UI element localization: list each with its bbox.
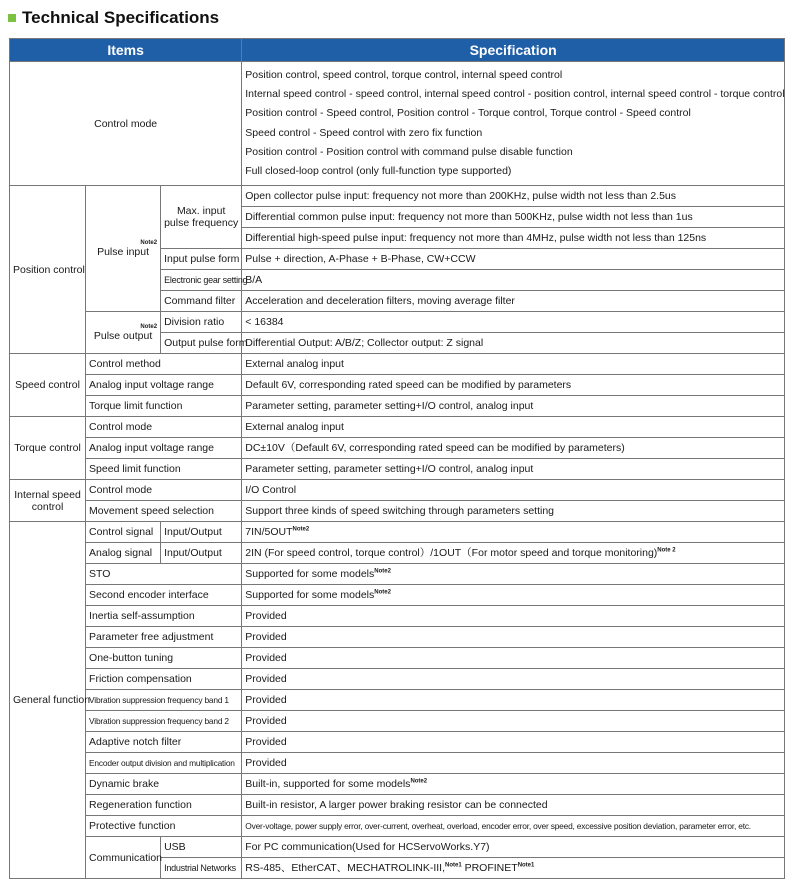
general-row-value: Built-in resistor, A larger power braking resistor can be connected: [242, 795, 785, 816]
control-mode-label: Control mode: [10, 62, 242, 186]
speed-row-value: External analog input: [242, 354, 785, 375]
torque-row-label: Speed limit function: [86, 459, 242, 480]
spec-table: [9, 38, 785, 879]
speed-control-label: Speed control: [10, 354, 86, 417]
general-row: [10, 816, 785, 837]
general-row: [10, 795, 785, 816]
industrial-networks-label: Industrial Networks: [161, 858, 242, 879]
speed-control-row: [10, 354, 785, 375]
input-pulse-form-label: Input pulse form: [161, 249, 242, 270]
control-signal-label: Control signal: [86, 522, 161, 543]
control-mode-line: Speed control - Speed control with zero fix function: [245, 126, 483, 139]
general-row: [10, 585, 785, 606]
control-mode-line: Full closed-loop control (only full-function type supported): [245, 165, 512, 178]
pulse-input-note: Note2: [140, 239, 158, 246]
torque-row-value: DC±10V（Default 6V, corresponding rated speed can be modified by parameters): [242, 438, 785, 459]
torque-control-label: Torque control: [10, 417, 86, 480]
general-row: [10, 627, 785, 648]
industrial-note-a: Note1: [445, 862, 462, 869]
division-ratio-value: < 16384: [242, 312, 785, 333]
torque-row-value: External analog input: [242, 417, 785, 438]
torque-control-row: [10, 459, 785, 480]
general-row-text: Supported for some models: [245, 568, 375, 581]
electronic-gear-label: Electronic gear setting: [161, 270, 242, 291]
torque-row-label: Control mode: [86, 417, 242, 438]
internal-speed-row-label: Movement speed selection: [86, 501, 242, 522]
speed-row-label: Torque limit function: [86, 396, 242, 417]
general-row-label: Regeneration function: [86, 795, 242, 816]
general-row-note: Note2: [374, 589, 391, 596]
torque-row-label: Analog input voltage range: [86, 438, 242, 459]
general-row-value: Provided: [242, 711, 785, 732]
industrial-note-b: Note1: [517, 862, 535, 869]
header-items: Items: [10, 39, 242, 62]
industrial-networks-value: [242, 858, 785, 879]
internal-speed-row-label: Control mode: [86, 480, 242, 501]
analog-signal-text: 2IN (For speed control, torque control）/1OUT（For motor speed and torque monitoring): [245, 547, 658, 560]
general-row: [10, 774, 785, 795]
internal-speed-row: [10, 501, 785, 522]
general-row-value: Provided: [242, 627, 785, 648]
general-row: [10, 564, 785, 585]
industrial-text-b: PROFINET: [461, 862, 518, 875]
control-mode-line: Position control - Position control with command pulse disable function: [245, 145, 573, 158]
division-ratio-row: [10, 312, 785, 333]
analog-signal-sub: Input/Output: [161, 543, 242, 564]
control-mode-line: Position control, speed control, torque control, internal speed control: [245, 69, 563, 81]
general-row: [10, 648, 785, 669]
general-row-text: Built-in, supported for some models: [245, 778, 411, 791]
general-row-value: Provided: [242, 753, 785, 774]
output-pulse-form-label: Output pulse form: [161, 333, 242, 354]
general-function-label: General function: [10, 522, 86, 879]
max-input-pulse-frequency-label: Max. input pulse frequency: [161, 186, 242, 249]
general-row-label: Dynamic brake: [86, 774, 242, 795]
general-row-value: Provided: [242, 648, 785, 669]
usb-label: USB: [161, 837, 242, 858]
freq-value: Differential common pulse input: frequency not more than 500KHz, pulse width not less than 1us: [242, 207, 785, 228]
pulse-output-note: Note2: [140, 323, 158, 330]
general-row-label: Inertia self-assumption: [86, 606, 242, 627]
pulse-input-text: Pulse input: [97, 245, 150, 258]
general-row-label: STO: [86, 564, 242, 585]
input-pulse-form-value: Pulse + direction, A-Phase + B-Phase, CW+CCW: [242, 249, 785, 270]
speed-row-value: Default 6V, corresponding rated speed can be modified by parameters: [242, 375, 785, 396]
analog-signal-label: Analog signal: [86, 543, 161, 564]
control-mode-values: [242, 62, 785, 186]
freq-value: Open collector pulse input: frequency not more than 200KHz, pulse width not less than 2.5us: [242, 186, 785, 207]
title-marker: [8, 14, 16, 22]
position-freq-row-1: [10, 186, 785, 207]
speed-control-row: [10, 396, 785, 417]
speed-control-row: [10, 375, 785, 396]
general-row: [10, 606, 785, 627]
general-row-value: Over-voltage, power supply error, over-current, overheat, overload, encoder error, over speed, excessive position deviation, parameter error, etc.: [242, 816, 785, 837]
general-row-value: Provided: [242, 732, 785, 753]
general-row-label: Parameter free adjustment: [86, 627, 242, 648]
header-row: [10, 39, 785, 62]
general-row-value: [242, 774, 785, 795]
communication-label: Communication: [86, 837, 161, 879]
torque-control-row: [10, 417, 785, 438]
pulse-input-label: [86, 186, 161, 312]
control-mode-line: Internal speed control - speed control, internal speed control - position control, internal speed control - torque control: [245, 88, 785, 101]
analog-signal-row: [10, 543, 785, 564]
position-control-label: Position control: [10, 186, 86, 354]
speed-row-label: Control method: [86, 354, 242, 375]
general-row-value: [242, 585, 785, 606]
internal-speed-control-label: Internal speed control: [10, 480, 86, 522]
general-row-text: Supported for some models: [245, 589, 375, 602]
general-row: [10, 669, 785, 690]
general-row-label: Adaptive notch filter: [86, 732, 242, 753]
general-row-note: Note2: [410, 778, 428, 785]
control-signal-text: 7IN/5OUT: [245, 526, 293, 539]
general-row-label: Vibration suppression frequency band 2: [86, 711, 242, 732]
control-signal-sub: Input/Output: [161, 522, 242, 543]
general-row: [10, 690, 785, 711]
usb-value: For PC communication(Used for HCServoWorks.Y7): [242, 837, 785, 858]
freq-value: Differential high-speed pulse input: frequency not more than 4MHz, pulse width not less than 125ns: [242, 228, 785, 249]
control-mode-row: [10, 62, 785, 186]
control-signal-value: [242, 522, 785, 543]
general-row-value: Provided: [242, 690, 785, 711]
general-row-label: Friction compensation: [86, 669, 242, 690]
general-row: [10, 732, 785, 753]
general-row-label: Encoder output division and multiplication: [86, 753, 242, 774]
general-row-label: One-button tuning: [86, 648, 242, 669]
page-title-bar: [8, 6, 219, 30]
speed-row-value: Parameter setting, parameter setting+I/O control, analog input: [242, 396, 785, 417]
speed-row-label: Analog input voltage range: [86, 375, 242, 396]
analog-signal-note: Note 2: [657, 547, 676, 554]
communication-usb-row: [10, 837, 785, 858]
general-row-value: [242, 564, 785, 585]
page-title: Technical Specifications: [22, 8, 220, 27]
torque-row-value: Parameter setting, parameter setting+I/O control, analog input: [242, 459, 785, 480]
general-row-value: Provided: [242, 669, 785, 690]
analog-signal-value: [242, 543, 785, 564]
general-row: [10, 753, 785, 774]
internal-speed-row-value: Support three kinds of speed switching through parameters setting: [242, 501, 785, 522]
command-filter-label: Command filter: [161, 291, 242, 312]
general-row: [10, 711, 785, 732]
command-filter-value: Acceleration and deceleration filters, moving average filter: [242, 291, 785, 312]
industrial-text-a: RS-485、EtherCAT、MECHATROLINK-III,: [245, 862, 445, 875]
internal-speed-row-value: I/O Control: [242, 480, 785, 501]
header-specification: Specification: [242, 39, 785, 62]
pulse-output-label: [86, 312, 161, 354]
general-row-label: Protective function: [86, 816, 242, 837]
internal-speed-row: [10, 480, 785, 501]
control-signal-note: Note2: [292, 526, 310, 533]
division-ratio-label: Division ratio: [161, 312, 242, 333]
torque-control-row: [10, 438, 785, 459]
output-pulse-form-value: Differential Output: A/B/Z; Collector output: Z signal: [242, 333, 785, 354]
general-row-label: Second encoder interface: [86, 585, 242, 606]
control-mode-line: Position control - Speed control, Position control - Torque control, Torque control - Speed control: [245, 107, 691, 120]
general-row-note: Note2: [374, 568, 391, 575]
general-row-label: Vibration suppression frequency band 1: [86, 690, 242, 711]
electronic-gear-value: B/A: [242, 270, 785, 291]
pulse-output-text: Pulse output: [93, 329, 153, 342]
general-row-value: Provided: [242, 606, 785, 627]
control-signal-row: [10, 522, 785, 543]
